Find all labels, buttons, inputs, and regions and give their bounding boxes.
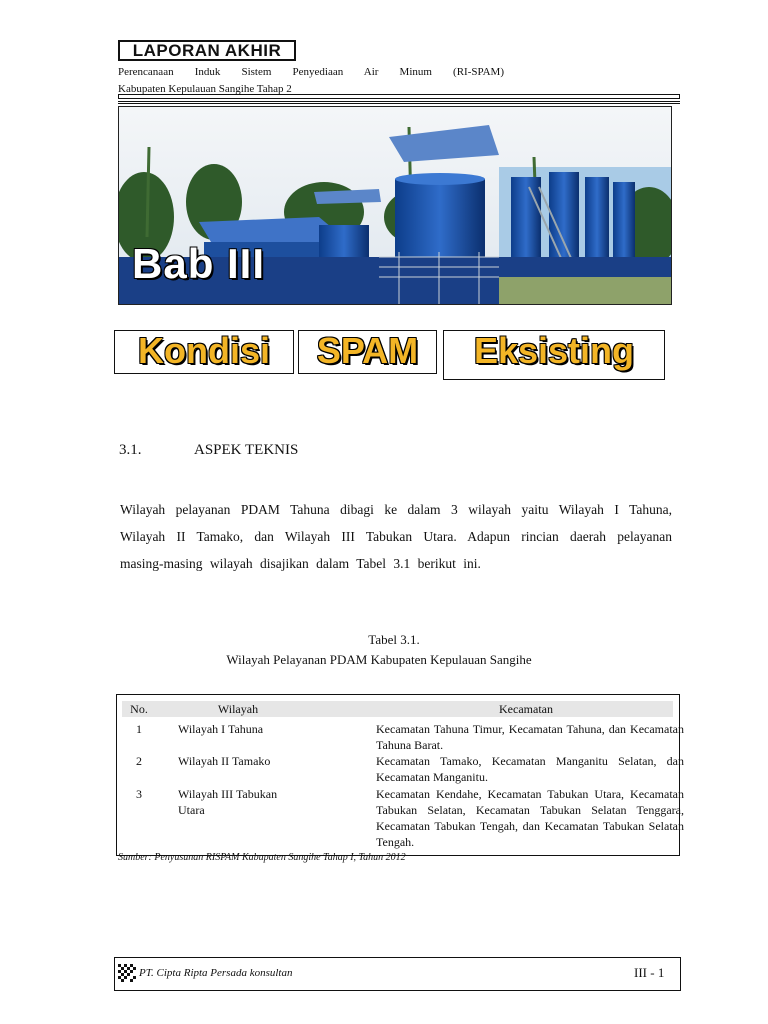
table-row-3-kecamatan: Kecamatan Kendahe, Kecamatan Tabukan Utara, Kecamatan Tabukan Selatan, Kecamatan Tabukan Selatan Tenggara, Kecamatan Tabukan Tengah, dan Kecamatan Tabukan Selatan Tengah. [376, 787, 684, 849]
chapter-title-word-2: SPAM [298, 330, 437, 374]
chapter-title-word-3: Eksisting [443, 330, 665, 380]
table-row-1-no: 1 [136, 722, 142, 736]
section-number: 3.1. [119, 442, 142, 458]
report-title: LAPORAN AKHIR [118, 40, 296, 61]
table-caption-number: Tabel 3.1. [368, 632, 420, 647]
table-row-2-no: 2 [136, 754, 142, 768]
section-paragraph: Wilayah pelayanan PDAM Tahuna dibagi ke dalam 3 wilayah yaitu Wilayah I Tahuna, Wilayah II Tamako, dan Wilayah III Tabukan Utara. Adapun rincian daerah pelayanan masing-masing wilayah disajikan dalam Tabel 3.1 berikut ini. [120, 502, 672, 571]
header-rule [118, 94, 680, 99]
chapter-number-label: Bab III [132, 240, 266, 287]
table-source-note: Sumber: Penyusunan RISPAM Kabupaten Sangihe Tahap I, Tahun 2012 [118, 852, 406, 863]
header-rule-double [118, 101, 680, 104]
report-subtitle-line1: Perencanaan Induk Sistem Penyediaan Air Minum (RI-SPAM) [118, 66, 504, 78]
table-row-1-wilayah: Wilayah I Tahuna [178, 722, 264, 736]
table-header-wilayah: Wilayah [217, 702, 259, 716]
table-row-2-wilayah: Wilayah II Tamako [178, 754, 271, 768]
footer-company-name: PT. Cipta Ripta Persada konsultan [139, 967, 293, 979]
table-header-kecamatan: Kecamatan [499, 702, 553, 716]
table-row-1-kecamatan: Kecamatan Tahuna Timur, Kecamatan Tahuna, dan Kecamatan Tahuna Barat. [376, 722, 684, 752]
page-number: III - 1 [634, 965, 665, 980]
table-header-no: No. [130, 702, 148, 716]
company-logo-icon [118, 964, 136, 982]
report-subtitle-line2: Kabupaten Kepulauan Sangihe Tahap 2 [118, 83, 292, 95]
table-row-2-kecamatan: Kecamatan Tamako, Kecamatan Manganitu Selatan, dan Kecamatan Manganitu. [376, 754, 684, 784]
table-row-3-no: 3 [136, 787, 142, 801]
table-row-3-wilayah: Wilayah III Tabukan Utara [178, 787, 278, 817]
table-caption-title: Wilayah Pelayanan PDAM Kabupaten Kepulauan Sangihe [226, 652, 532, 667]
section-title: ASPEK TEKNIS [194, 442, 299, 458]
chapter-title-word-1: Kondisi [114, 330, 294, 374]
